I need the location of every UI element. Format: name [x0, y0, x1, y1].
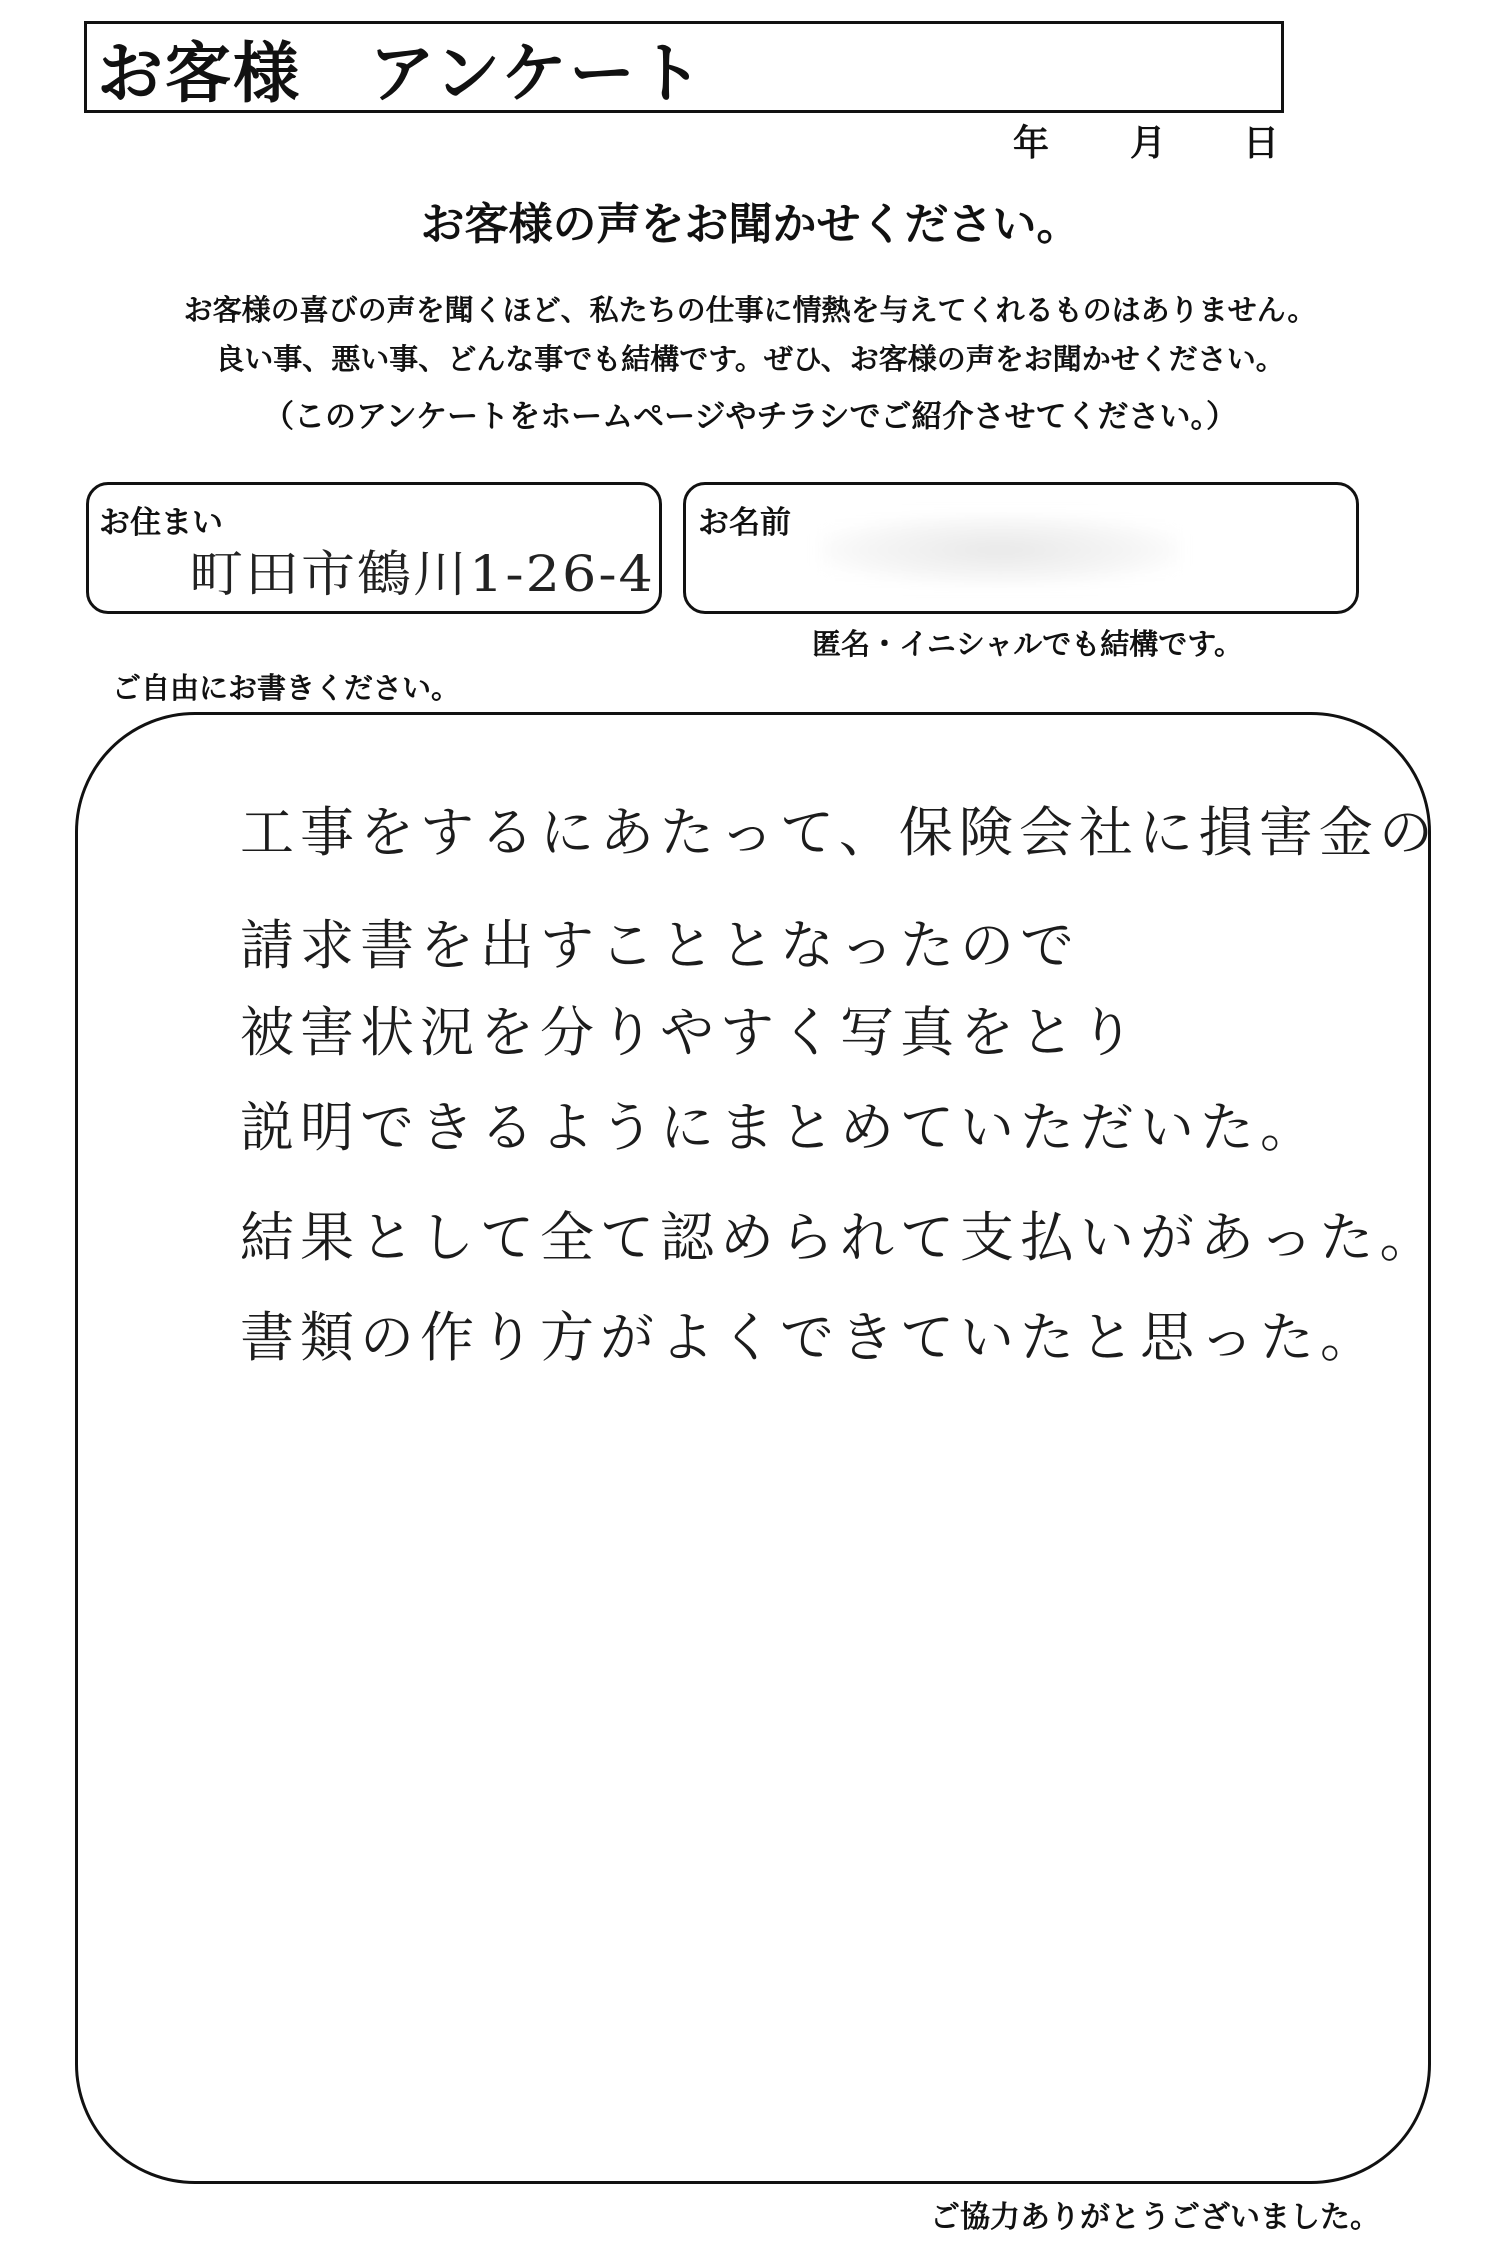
redacted-name: [820, 515, 1180, 585]
comment-line-6: 書類の作り方がよくできていたと思った。: [240, 1306, 1380, 1369]
page-heading: お客様の声をお聞かせください。: [420, 199, 1081, 250]
survey-title-box: [84, 21, 1284, 113]
name-label: お名前: [698, 505, 791, 541]
comment-line-5: 結果として全て認められて支払いがあった。: [240, 1206, 1440, 1269]
free-comment-label: ご自由にお書きください。: [112, 671, 461, 705]
date-row: [1005, 115, 1285, 165]
comment-line-2: 請求書を出すこととなったので: [240, 914, 1080, 977]
intro-line-3: （このアンケートをホームページやチラシでご紹介させてください。）: [262, 399, 1238, 435]
name-note: 匿名・イニシャルでも結構です。: [812, 627, 1243, 661]
footer-thanks: ご協力ありがとうございました。: [930, 2200, 1380, 2235]
comment-line-4: 説明できるようにまとめていただいた。: [240, 1096, 1320, 1159]
address-field: [86, 482, 662, 614]
survey-title: お客様 アンケート: [97, 34, 706, 112]
comment-line-1: 工事をするにあたって、保険会社に損害金の: [240, 801, 1439, 864]
intro-line-2: 良い事、悪い事、どんな事でも結構です。ぜひ、お客様の声をお聞かせください。: [215, 342, 1285, 376]
date-day-label: 日: [1243, 123, 1280, 164]
intro-line-1: お客様の喜びの声を聞くほど、私たちの仕事に情熱を与えてくれるものはありません。: [183, 293, 1317, 327]
address-label: お住まい: [99, 505, 223, 541]
address-value: 町田市鶴川1-26-4: [189, 545, 655, 604]
date-year-label: 年: [1013, 123, 1050, 164]
date-month-label: 月: [1130, 123, 1167, 164]
comment-line-3: 被害状況を分りやすく写真をとり: [240, 1001, 1140, 1064]
